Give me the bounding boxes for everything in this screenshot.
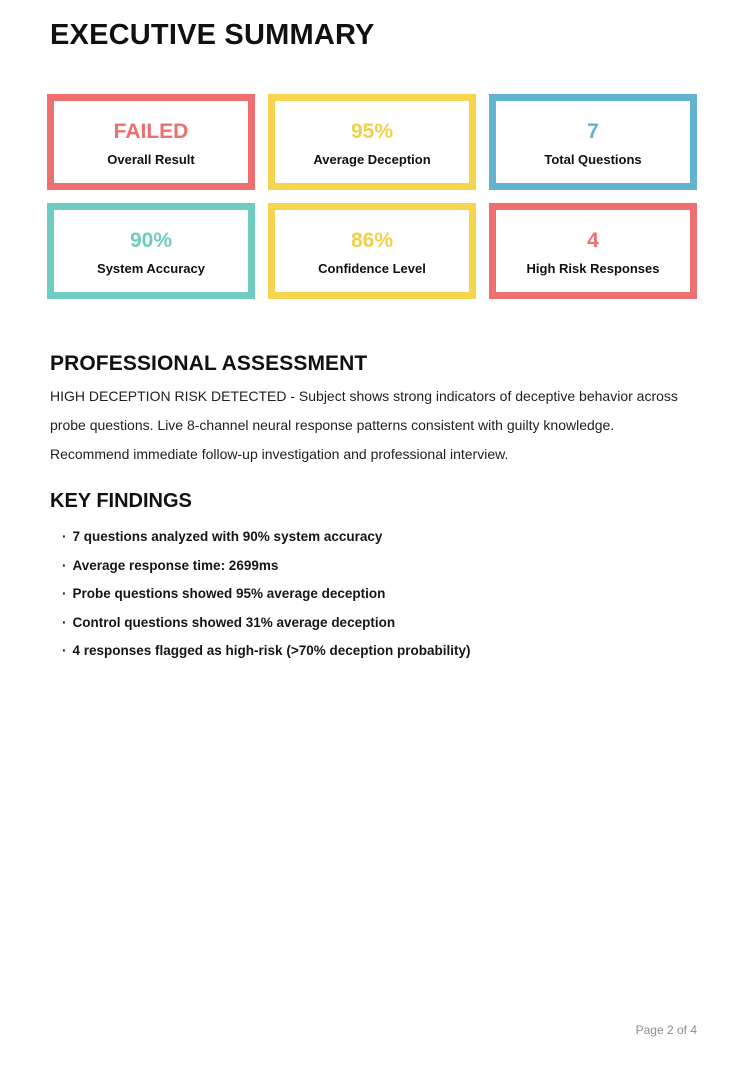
stat-card-total-questions [489, 94, 697, 190]
assessment-heading: PROFESSIONAL ASSESSMENT [50, 352, 368, 375]
stat-label: Total Questions [544, 151, 642, 167]
key-findings-heading: KEY FINDINGS [50, 490, 192, 512]
stat-label: Overall Result [107, 151, 195, 167]
finding-item: · Probe questions showed 95% average deception [62, 587, 697, 601]
page-number: Page 2 of 4 [635, 1023, 697, 1037]
page-title: EXECUTIVE SUMMARY [50, 19, 375, 51]
stat-card-high-risk-responses [489, 203, 697, 299]
stat-card-system-accuracy [47, 203, 255, 299]
stat-cards-grid [47, 94, 697, 299]
stat-value: 7 [587, 119, 599, 143]
stat-value: 95% [350, 119, 394, 143]
stat-label: High Risk Responses [526, 260, 660, 276]
key-findings-list [62, 530, 697, 658]
stat-card-confidence-level [268, 203, 476, 299]
stat-value: FAILED [113, 119, 189, 143]
finding-item: · Control questions showed 31% average deception [62, 616, 697, 630]
stat-card-average-deception [268, 94, 476, 190]
report-page [0, 21, 743, 1065]
stat-label: System Accuracy [97, 260, 205, 276]
stat-label: Average Deception [313, 151, 431, 167]
finding-item: · 4 responses flagged as high-risk (>70% deception probability) [62, 644, 697, 658]
assessment-body: HIGH DECEPTION RISK DETECTED - Subject shows strong indicators of deceptive behavior across probe questions. Live 8-channel neural response patterns consistent with guilty knowledge. Recommend immediate follow-up investigation and professional interview. [50, 388, 678, 462]
stat-label: Confidence Level [318, 260, 426, 276]
stat-card-overall-result [47, 94, 255, 190]
finding-item: · Average response time: 2699ms [62, 559, 697, 573]
finding-item: · 7 questions analyzed with 90% system accuracy [62, 530, 697, 544]
stat-value: 90% [129, 228, 173, 252]
stat-value: 4 [587, 228, 599, 252]
stat-value: 86% [350, 228, 394, 252]
